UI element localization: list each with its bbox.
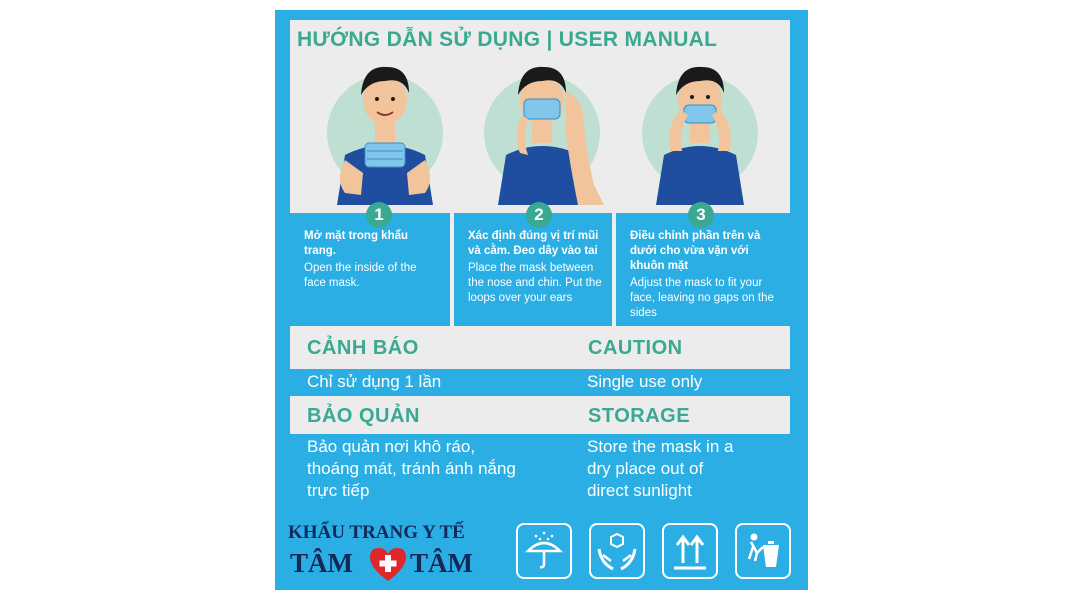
caution-text-vi: Chỉ sử dụng 1 lần [307,372,442,391]
heart-cross-logo-icon [368,546,408,582]
step-2-en-text: Place the mask between the nose and chin. Put the loops over your ears [468,262,602,304]
step-1-vi-text: Mở mặt trong khẩu trang. [304,230,409,257]
step-3-number: 3 [688,202,714,228]
storage-text-en: Store the mask in a dry place out of direct sunlight [587,437,734,500]
caution-label-en: CAUTION [588,337,683,359]
caution-bar [290,369,790,396]
step-1-illustration [305,55,465,205]
manual-title: HƯỚNG DẪN SỬ DỤNG | USER MANUAL [297,28,718,51]
brand-line-1: KHẨU TRANG Y TẾ [288,522,465,543]
step-1-box [290,213,450,326]
this-way-up-arrows-icon [662,523,718,579]
step-2-vi-text: Xác định đúng vị trí mũi và cằm. Đeo dây vào tai [468,230,599,257]
keep-dry-umbrella-icon [516,523,572,579]
step-3-box [616,213,790,326]
step-2-illustration [462,55,622,205]
storage-text-vi: Bảo quản nơi khô ráo, thoáng mát, tránh ánh nắng trực tiếp [307,437,516,500]
brand-word-right: TÂM [410,548,473,578]
step-3-illustration [620,55,780,205]
step-2-number: 2 [526,202,552,228]
step-3-en-text: Adjust the mask to fit your face, leaving no gaps on the sides [630,277,774,319]
step-3-vi-text: Điều chỉnh phần trên và dưới cho vừa vặn với khuôn mặt [630,230,761,272]
caution-text-en: Single use only [587,372,703,391]
step-1-en-text: Open the inside of the face mask. [304,262,417,289]
step-divider [451,222,452,322]
step-divider [613,222,614,322]
fragile-handle-with-care-icon [589,523,645,579]
storage-label-en: STORAGE [588,405,691,427]
storage-label-vi: BẢO QUẢN [307,405,420,427]
dispose-in-bin-icon [735,523,791,579]
brand-word-left: TÂM [290,548,353,578]
step-2-box [454,213,612,326]
caution-label-vi: CẢNH BÁO [307,337,419,359]
storage-bar [290,434,790,506]
step-1-number: 1 [366,202,392,228]
